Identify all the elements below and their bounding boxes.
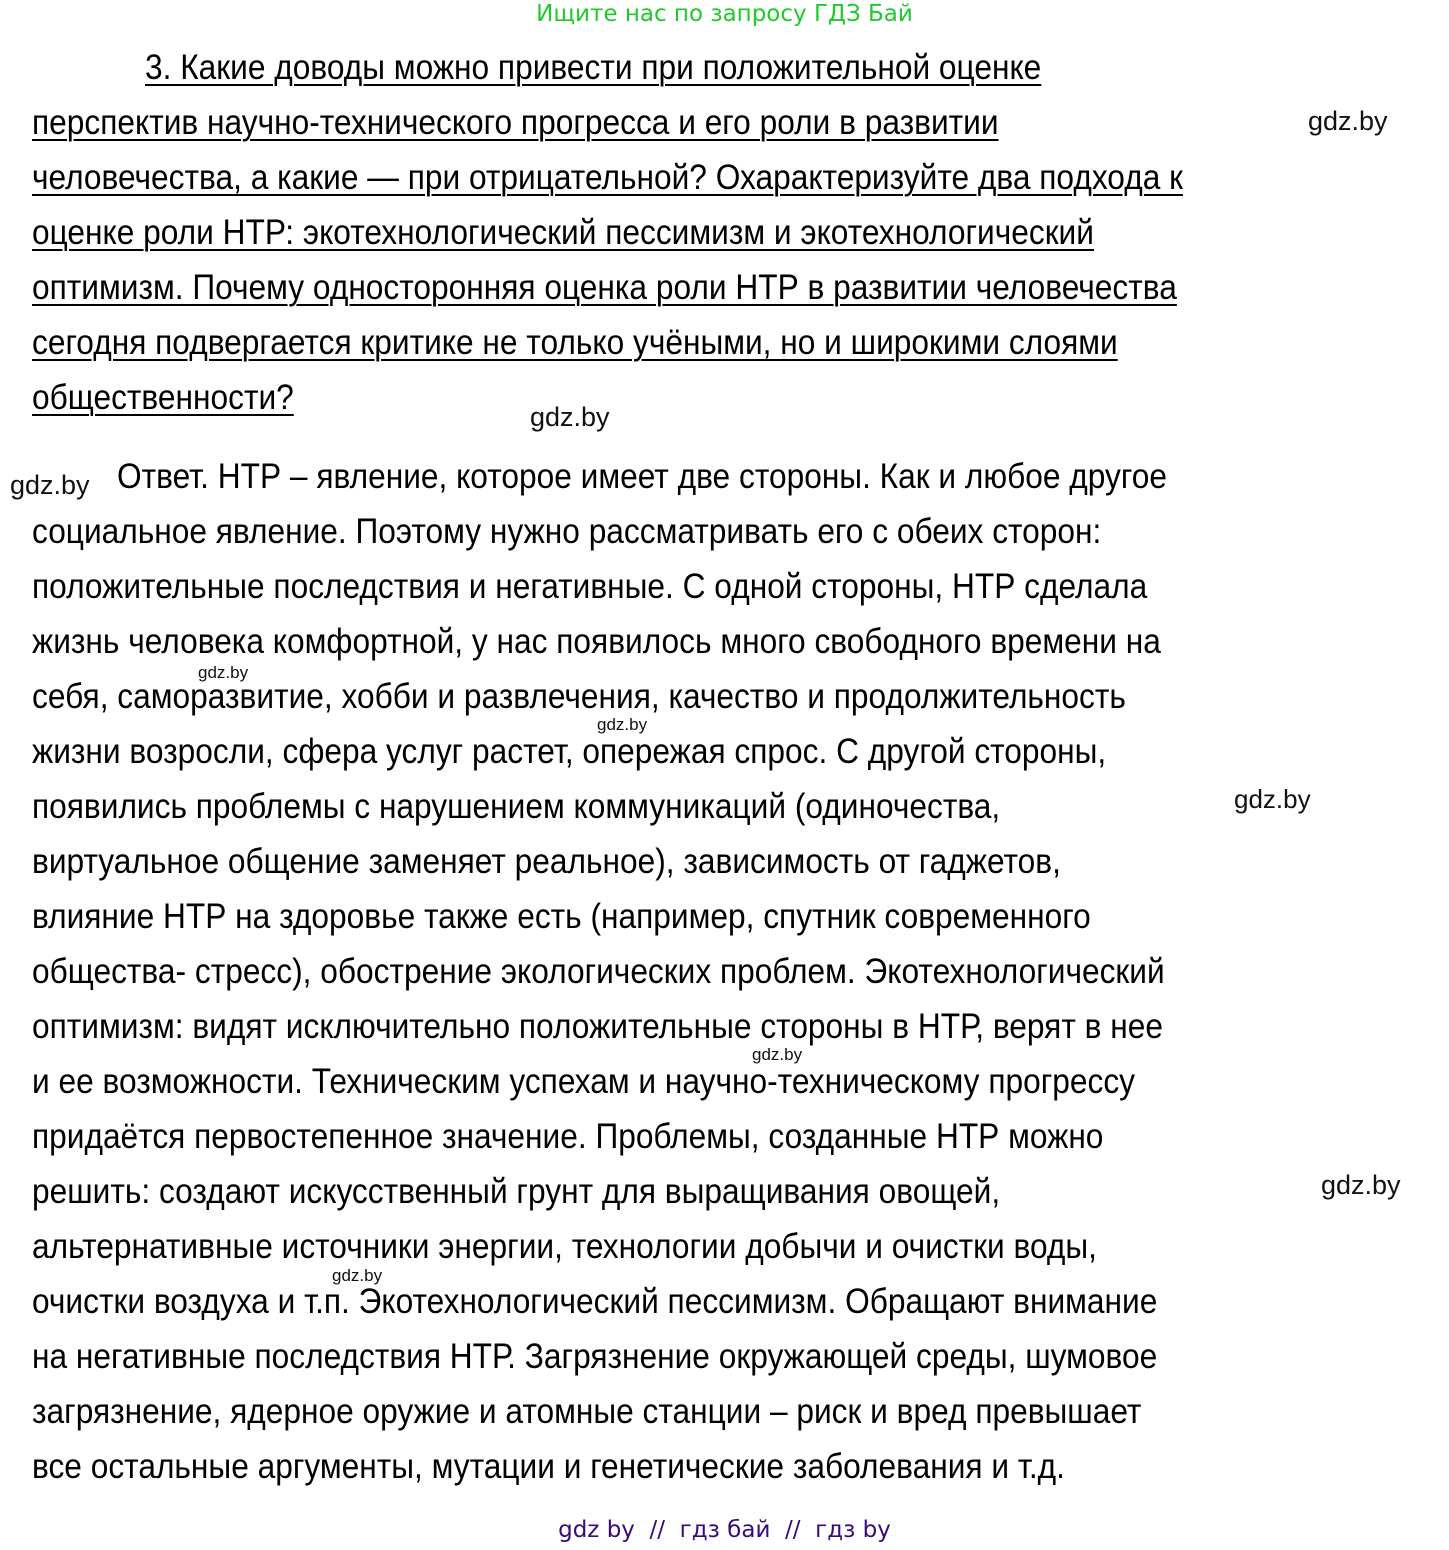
question-line: оценке роли НТР: экотехнологический пессимизм и экотехнологический (32, 213, 1094, 252)
watermark: gdz.by (1321, 1170, 1401, 1200)
question-line: общественности? (32, 378, 294, 417)
search-hint-banner: Ищите нас по запросу ГДЗ Бай (536, 1, 913, 27)
answer-line: все остальные аргументы, мутации и генетические заболевания и т.д. (32, 1447, 1065, 1486)
watermark: gdz.by (10, 470, 90, 500)
watermark: gdz.by (332, 1266, 383, 1285)
answer-line: загрязнение, ядерное оружие и атомные станции – риск и вред превышает (32, 1392, 1142, 1431)
answer-line: Ответ. НТР – явление, которое имеет две стороны. Как и любое другое (117, 457, 1167, 496)
answer-line: общества- стресс), обострение экологических проблем. Экотехнологический (32, 952, 1165, 991)
question-line: 3. Какие доводы можно привести при положительной оценке (145, 48, 1042, 87)
answer-line: очистки воздуха и т.п. Экотехнологический пессимизм. Обращают внимание (32, 1282, 1158, 1321)
answer-line: придаётся первостепенное значение. Проблемы, созданные НТР можно (32, 1117, 1104, 1156)
answer-line: виртуальное общение заменяет реальное), зависимость от гаджетов, (32, 842, 1061, 881)
watermark: gdz.by (1308, 106, 1388, 136)
answer-line: жизни возросли, сфера услуг растет, опережая спрос. С другой стороны, (32, 732, 1107, 771)
answer-line: социальное явление. Поэтому нужно рассматривать его с обеих сторон: (32, 512, 1102, 551)
answer-line: жизнь человека комфортной, у нас появилось много свободного времени на (32, 622, 1161, 661)
question-line: человечества, а какие — при отрицательной? Охарактеризуйте два подхода к (32, 158, 1183, 197)
watermark: gdz.by (1234, 784, 1311, 814)
answer-line: появились проблемы с нарушением коммуникаций (одиночества, (32, 787, 1001, 826)
question-line: сегодня подвергается критике не только учёными, но и широкими слоями (32, 323, 1118, 362)
answer-line: себя, саморазвитие, хобби и развлечения, качество и продолжительность (32, 677, 1126, 716)
question-line: перспектив научно-технического прогресса и его роли в развитии (32, 103, 999, 142)
footer-banner: gdz by // гдз бай // гдз by (558, 1517, 891, 1543)
answer-line: оптимизм: видят исключительно положительные стороны в НТР, верят в нее (32, 1007, 1163, 1046)
watermark: gdz.by (752, 1045, 803, 1064)
answer-line: положительные последствия и негативные. С одной стороны, НТР сделала (32, 567, 1148, 606)
answer-line: и ее возможности. Техническим успехам и научно-техническому прогрессу (32, 1062, 1135, 1101)
watermark: gdz.by (597, 715, 648, 734)
question-line: оптимизм. Почему односторонняя оценка роли НТР в развитии человечества (32, 268, 1177, 307)
answer-line: на негативные последствия НТР. Загрязнение окружающей среды, шумовое (32, 1337, 1158, 1376)
answer-line: альтернативные источники энергии, технологии добычи и очистки воды, (32, 1227, 1097, 1266)
watermark: gdz.by (530, 402, 610, 432)
answer-line: решить: создают искусственный грунт для выращивания овощей, (32, 1172, 1001, 1211)
answer-line: влияние НТР на здоровье также есть (например, спутник современного (32, 897, 1091, 936)
watermark: gdz.by (198, 663, 249, 682)
